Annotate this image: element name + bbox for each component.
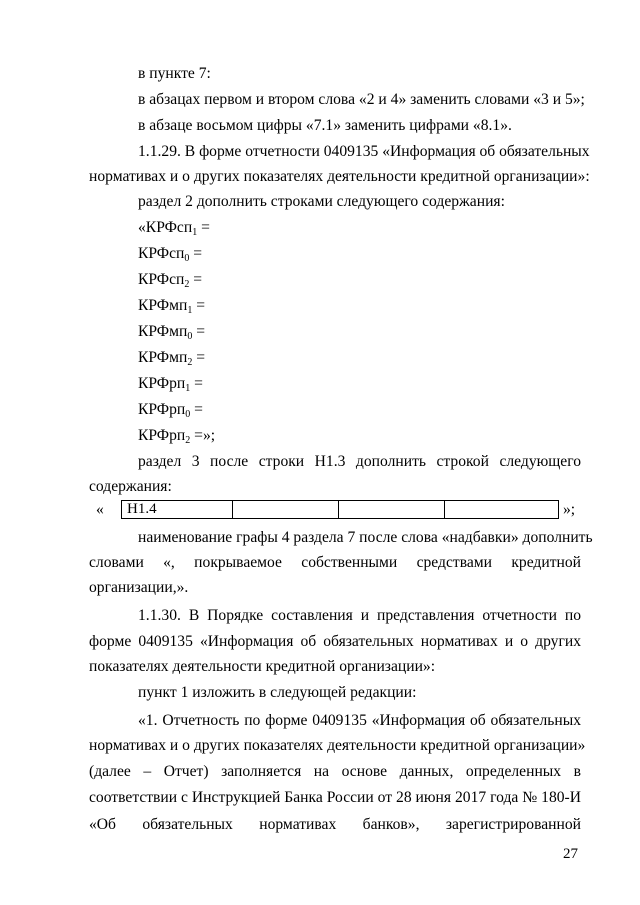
formula-suffix: =	[190, 401, 203, 418]
text-line: показателях деятельности кредитной организации»:	[89, 658, 436, 675]
text-line: соответствии с Инструкцией Банка России от 28 июня 2017 года № 180-И	[89, 789, 581, 806]
formula-suffix: =	[189, 245, 203, 262]
formula-name: КРФмп	[138, 323, 188, 340]
formula-name: КРФмп	[138, 297, 188, 314]
table-cell: Н1.4	[122, 501, 233, 519]
text-line: нормативах и о других показателях деятельности кредитной организации»:	[89, 168, 590, 185]
formula-name: КРФсп	[138, 245, 185, 262]
formula-name: КРФмп	[138, 349, 188, 366]
text-line: пункт 1 изложить в следующей редакции:	[138, 684, 417, 701]
table-cell	[233, 501, 339, 519]
formula-suffix: =	[190, 375, 203, 392]
formula-subscript: 1	[187, 305, 193, 316]
text-line: раздел 2 дополнить строками следующего содержания:	[138, 193, 505, 210]
formula-subscript: 1	[192, 227, 198, 238]
formula-name: КРФсп	[145, 219, 193, 236]
formula-suffix: =	[197, 219, 210, 236]
text-line: нормативах и о других показателях деятельности кредитной организации»	[89, 737, 586, 754]
text-line: «Об обязательных нормативах банков», зарегистрированной	[89, 816, 581, 833]
table-row	[122, 501, 559, 519]
text-line: организации,».	[89, 579, 189, 596]
formula-suffix: =	[192, 349, 206, 366]
formula-line	[138, 348, 205, 373]
text-line: 1.1.30. В Порядке составления и представления отчетности по	[138, 607, 581, 624]
formula-subscript: 0	[187, 331, 193, 342]
table-open-quote: «	[96, 501, 104, 518]
inserted-row-table	[121, 500, 559, 519]
text-line: в абзацах первом и втором слова «2 и 4» заменить словами «3 и 5»;	[138, 91, 585, 108]
text-line: в абзаце восьмом цифры «7.1» заменить цифрами «8.1».	[138, 117, 512, 134]
formula-name: КРФрп	[138, 375, 186, 392]
formula-name: КРФсп	[138, 271, 185, 288]
formula-line	[138, 218, 210, 243]
formula-subscript: 2	[185, 435, 191, 446]
formula-suffix: =»;	[190, 427, 216, 444]
formula-subscript: 1	[185, 383, 191, 394]
table-cell	[339, 501, 445, 519]
formula-line	[138, 244, 202, 269]
formula-subscript: 2	[187, 357, 193, 368]
formula-name: КРФрп	[138, 427, 186, 444]
formula-subscript: 2	[184, 279, 190, 290]
table-close: »;	[563, 501, 576, 518]
text-line: «1. Отчетность по форме 0409135 «Информация об обязательных	[138, 712, 581, 729]
formula-prefix: «	[138, 219, 146, 236]
page-number: 27	[563, 846, 578, 862]
formula-suffix: =	[189, 271, 203, 288]
text-line: форме 0409135 «Информация об обязательных нормативах и о других	[89, 633, 581, 650]
formula-line	[138, 296, 205, 321]
text-line: в пункте 7:	[138, 65, 211, 82]
text-line: (далее – Отчет) заполняется на основе данных, определенных в	[89, 763, 581, 780]
formula-line	[138, 400, 203, 425]
formula-suffix: =	[192, 297, 206, 314]
formula-line	[138, 270, 202, 295]
formula-line	[138, 322, 205, 347]
formula-subscript: 0	[184, 253, 190, 264]
formula-line	[138, 426, 215, 451]
formula-line	[138, 374, 203, 399]
formula-name: КРФрп	[138, 401, 186, 418]
text-line: 1.1.29. В форме отчетности 0409135 «Информация об обязательных	[138, 143, 590, 160]
formula-subscript: 0	[185, 409, 191, 420]
formula-suffix: =	[192, 323, 206, 340]
text-line: наименование графы 4 раздела 7 после слова «надбавки» дополнить	[138, 529, 593, 546]
text-line: содержания:	[89, 478, 172, 495]
text-line: словами «, покрываемое собственными средствами кредитной	[89, 554, 581, 571]
table-cell	[445, 501, 559, 519]
text-line: раздел 3 после строки Н1.3 дополнить строкой следующего	[138, 453, 581, 470]
